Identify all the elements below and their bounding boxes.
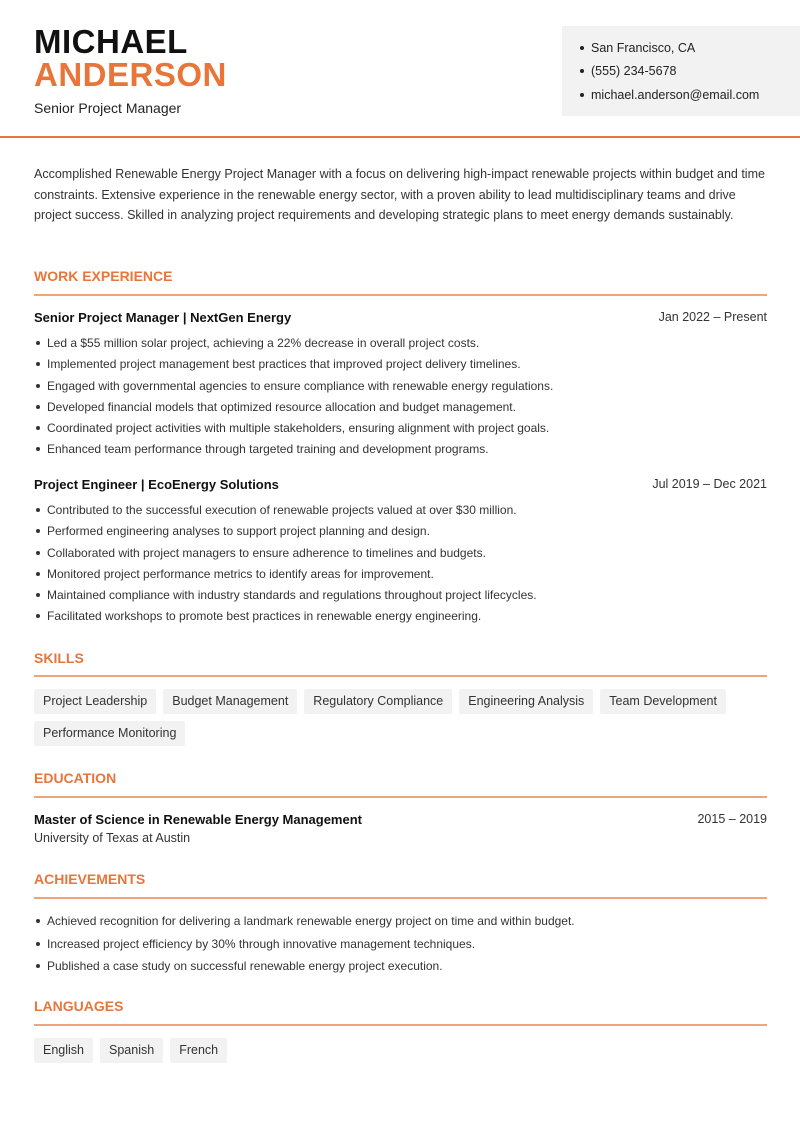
- contact-location-text: San Francisco, CA: [591, 40, 696, 55]
- job-role: Senior Project Manager | NextGen Energy: [34, 310, 292, 325]
- job-dates: Jan 2022 – Present: [658, 310, 767, 324]
- education-dates: 2015 – 2019: [697, 812, 767, 826]
- contact-email[interactable]: [580, 83, 800, 107]
- list-item: Monitored project performance metrics to identify areas for improvement.: [34, 565, 767, 586]
- education-degree: Master of Science in Renewable Energy Management: [34, 812, 362, 827]
- list-item: Achieved recognition for delivering a landmark renewable energy project on time and within budget.: [34, 912, 767, 935]
- first-name: MICHAEL: [34, 23, 188, 60]
- list-item: Published a case study on successful renewable energy project execution.: [34, 957, 767, 980]
- section-title-languages: LANGUAGES: [34, 998, 124, 1014]
- job-entry-header: [34, 310, 767, 328]
- list-item: Led a $55 million solar project, achieving a 22% decrease in overall project costs.: [34, 334, 767, 355]
- skill-chip: Team Development: [600, 689, 726, 714]
- skill-chip: Budget Management: [163, 689, 297, 714]
- section-divider: [34, 294, 767, 296]
- education-school: University of Texas at Austin: [34, 831, 191, 845]
- section-divider: [34, 897, 767, 899]
- section-divider: [34, 796, 767, 798]
- list-item: Facilitated workshops to promote best practices in renewable energy engineering.: [34, 607, 767, 628]
- list-item: Contributed to the successful execution of renewable projects valued at over $30 million.: [34, 501, 767, 522]
- list-item: Coordinated project activities with multiple stakeholders, ensuring alignment with project goals.: [34, 419, 767, 440]
- skill-chip: Project Leadership: [34, 689, 156, 714]
- achievements-list: [34, 912, 767, 980]
- section-title-education: EDUCATION: [34, 770, 117, 786]
- contact-phone: [580, 60, 800, 84]
- last-name: ANDERSON: [34, 56, 227, 93]
- section-divider: [34, 675, 767, 677]
- job-bullets: [34, 501, 767, 629]
- summary: Accomplished Renewable Energy Project Manager with a focus on delivering high-impact renewable projects within budget and time constraints. Extensive experience in the renewable energy sector, with a proven ability to lead multidisciplinary teams and drive project success. Skilled in analyzing project requirements and developing strategic plans to meet energy demands sustainably.: [34, 167, 765, 222]
- contact-location: [580, 36, 800, 60]
- list-item: Collaborated with project managers to ensure adherence to timelines and budgets.: [34, 544, 767, 565]
- language-chip: French: [170, 1038, 227, 1063]
- language-chip: Spanish: [100, 1038, 163, 1063]
- list-item: Developed financial models that optimized resource allocation and budget management.: [34, 398, 767, 419]
- list-item: Implemented project management best practices that improved project delivery timelines.: [34, 355, 767, 376]
- skills-list: [34, 689, 767, 753]
- job-bullets: [34, 334, 767, 462]
- list-item: Increased project efficiency by 30% through innovative management techniques.: [34, 935, 767, 958]
- list-item: Engaged with governmental agencies to ensure compliance with renewable energy regulations.: [34, 377, 767, 398]
- section-title-skills: SKILLS: [34, 650, 84, 666]
- contact-email-text[interactable]: michael.anderson@email.com: [591, 87, 760, 102]
- bullet-icon: [580, 93, 584, 97]
- skill-chip: Performance Monitoring: [34, 721, 185, 746]
- bullet-icon: [580, 46, 584, 50]
- job-title: Senior Project Manager: [34, 100, 182, 116]
- job-role: Project Engineer | EcoEnergy Solutions: [34, 477, 279, 492]
- section-title-achievements: ACHIEVEMENTS: [34, 871, 146, 887]
- contact-phone-text: (555) 234-5678: [591, 64, 677, 79]
- skill-chip: Engineering Analysis: [459, 689, 593, 714]
- list-item: Maintained compliance with industry standards and regulations throughout project lifecycles.: [34, 586, 767, 607]
- section-title-work: WORK EXPERIENCE: [34, 268, 173, 284]
- bullet-icon: [580, 69, 584, 73]
- section-divider: [34, 1024, 767, 1026]
- resume-header: [0, 0, 800, 138]
- languages-list: [34, 1038, 767, 1070]
- language-chip: English: [34, 1038, 93, 1063]
- job-entry-header: [34, 477, 767, 495]
- list-item: Performed engineering analyses to support project planning and design.: [34, 522, 767, 543]
- job-dates: Jul 2019 – Dec 2021: [652, 477, 767, 491]
- list-item: Enhanced team performance through targeted training and development programs.: [34, 440, 767, 461]
- contact-box: [562, 26, 800, 116]
- skill-chip: Regulatory Compliance: [304, 689, 452, 714]
